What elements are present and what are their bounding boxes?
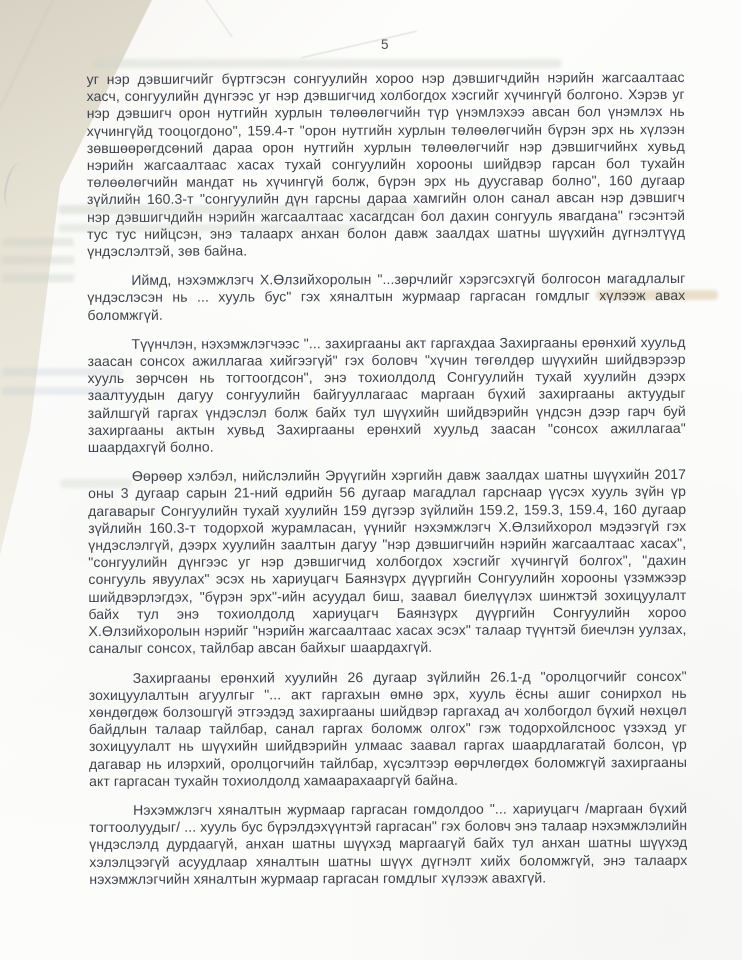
paragraph-ooroor-helbel: Өөрөөр хэлбэл, нийслэлийн Эрүүгийн хэргийн давж заалдах шатны шүүхийн 2017 оны 3 дугаар сарын 21-ний өдрийн 56 дугаар магадлал гарснаар үүсэх хууль зүйн үр дагаварыг Сонгуулийн тухай хуулийн 159 дүгээр зүйлийн 159.2, 159.3, 159.4, 160 дугаар зүйлийн 160.3-т тодорхой журамласан, үүнийг нэхэмжлэгч Х.Өлзийхорол мэдээгүй гэх үндэслэлгүй, дээрх хуулийн заалтын дагуу "нэр дэвшигчийн нэрийн жагсаалтаас хасах", "сонгуулийн дүнгээс уг нэр дэвшигчид холбогдох хэсгийг хүчингүй болгох", "дахин сонгууль явуулах" эсэх нь хариуцагч Баянзүрх дүүргийн Сонгуулийн хорооны үзэмжээр шийдвэрлэгдэх, "бүрэн эрх"-ийн асуудал биш, заавал биелүүлэх шинжтэй зохицуулалт байх тул энэ тохиолдолд хариуцагч Баянзүрх дүүргийн Сонгуулийн хороо Х.Өлзийхоролын нэрийг "нэрийн жагсаалтаас хасах эсэх" талаар түүнтэй биечлэн уулзах, саналыг сонсох, тайлбар авсан байхыг шаардахгүй.: [88, 466, 687, 657]
paragraph-continuation: уг нэр дэвшигчийг бүртгэсэн сонгуулийн хороо нэр дэвшигчдийн нэрийн жагсаалтаас хасч, сонгуулийн дүнгээс уг нэр дэвшигчид холбогдох хэсгийг хүчингүй болгоно. Хэрэв уг нэр дэвшигч орон нутгийн хурлын төлөөлөгчийн түр үнэмлэхээ авсан бол үнэмлэх нь хүчингүйд тооцогдоно", 159.4-т "орон нутгийн хурлын төлөөлөгчийн бүрэн эрх нь хүлээн зөвшөөрөгдсөний дараа орон нутгийн хурлын төлөөлөгчийг нэр дэвшигчийнх хувьд нэрийн жагсаалтаас хасах тухай сонгуулийн хорооны шийдвэр гарсан бол тухайн төлөөлөгчийн мандат нь хүчингүй болж, бүрэн эрх нь дуусгавар болно", 160 дугаар зүйлийн 160.3-т "сонгуулийн дүн гарсны дараа хамгийн олон санал авсан нэр дэвшигч нэр дэвшигчдийн нэрийн жагсаалтаас хасагдсан бол дахин сонгууль явагдана" гэсэнтэй тус тус нийцсэн, энэ талаарх анхан болон давж заалдах шатны шүүхийн дүгнэлтүүд үндэслэлтэй, зөв байна.: [86, 68, 686, 260]
document-body: [87, 69, 688, 888]
bleed-through-smudge: [92, 59, 562, 68]
crease-line-small: [197, 0, 232, 37]
crease-line: [301, 31, 416, 59]
bleed-through-smudge: [2, 238, 74, 284]
paragraph-tuunchlen: Түүнчлэн, нэхэмжлэгчээс "... захиргааны акт гаргахдаа Захиргааны ерөнхий хуульд заасан сонсох ажиллагаа хийгээгүй" гэх боловч "хүчин төгөлдөр шүүхийн шийдвэрээр хууль зөрчсөн нь тогтоогдсон", энэ тохиолдолд Сонгуулийн тухай хуулийн дээрх заалтуудын дагуу сонгуулийн байгууллагаас маргаан бүхий захиргааны актуудыг зайлшгүй гаргах үндэслэл болж байх тул шүүхийн шийдвэрийн үндсэн дээр гарч буй захиргааны актын хувьд Захиргааны ерөнхий хуульд заасан "сонсох ажиллагаа" шаардахгүй болно.: [87, 333, 686, 456]
paragraph-zahirgaanii-huuli: Захиргааны ерөнхий хуулийн 26 дугаар зүйлийн 26.1-д "оролцогчийг сонсох" зохицуулалтын агуулгыг "... акт гаргахын өмнө эрх, хууль ёсны ашиг сонирхол нь хөндөгдөж болзошгүй этгээдэд захиргааны шийдвэр гаргахад ач холбогдол бүхий нөхцөл байдлын талаар тайлбар, санал гаргах боломж олгох" гэж тодорхойлсноос үзэхэд уг зохицуулалт нь шүүхийн шийдвэрийн улмаас заавал гаргах шаардлагатай болсон, үр дагавар нь илэрхий, оролцогчийн тайлбар, хүсэлтээр өөрчлөгдөх боломжгүй захиргааны акт гаргасан тухайн тохиолдолд хамаарахааргүй байна.: [88, 667, 688, 789]
paragraph-conclusion-iimd: Иймд, нэхэмжлэгч Х.Өлзийхоролын "...зөрчлийг хэрэгсэхгүй болгосон магадлалыг үндэслэсэн нь ... хууль бус" гэх хяналтын журмаар гаргасан гомдлыг хүлээж авах боломжгүй.: [87, 270, 686, 323]
paragraph-nehemjlegch-gomdol: Нэхэмжлэгч хяналтын журмаар гаргасан гомдолдоо "... хариуцагч /маргаан бүхий тогтоолуудыг/ ... хууль бус бүрэлдэхүүнтэй гаргасан" гэх боловч энэ талаар нэхэмжлэлийн үндэслэлд дурдаагүй, анхан шатны шүүхэд маргаагүй байх тул анхан шатны шүүхэд хэлэлцээгүй асуудлаар хяналтын шатны шүүх дүгнэлт хийх боломжгүй, энэ талаарх нэхэмжлэгчийн хяналтын журмаар гаргасан гомдлыг хүлээж авахгүй.: [89, 799, 688, 887]
page-number: 5: [381, 37, 389, 52]
